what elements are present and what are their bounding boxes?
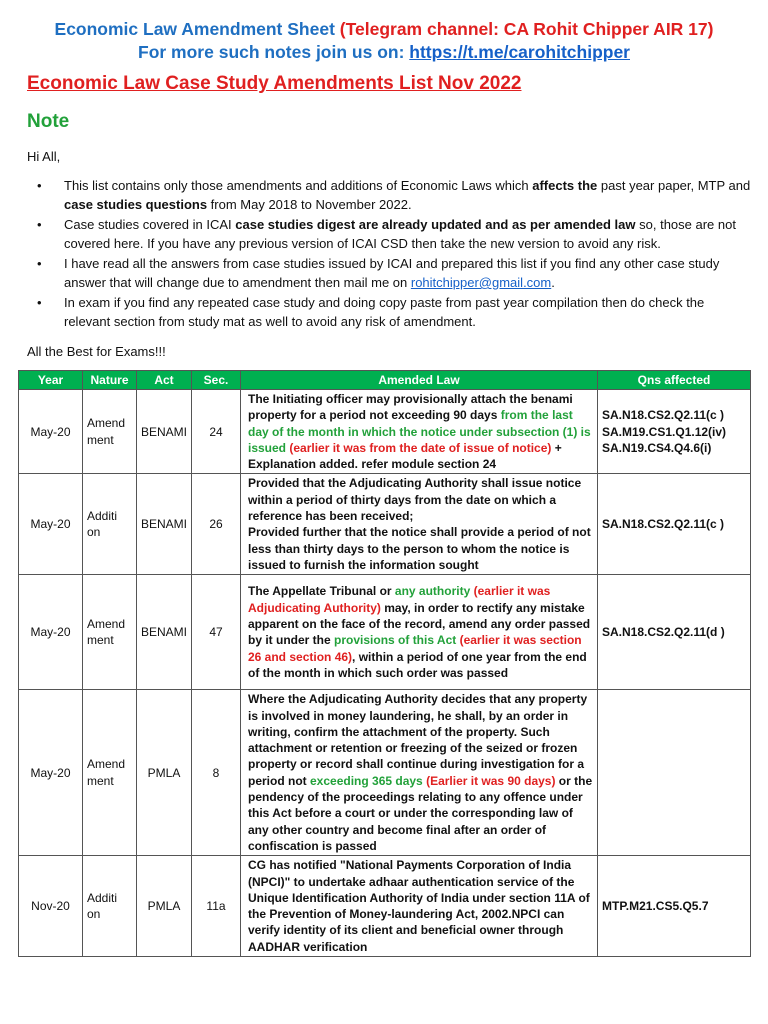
col-qns-affected: Qns affected: [598, 371, 751, 390]
table-row: [19, 474, 751, 575]
join-line: [0, 41, 768, 63]
qns-cell: SA.N18.CS2.Q2.11(c ): [598, 474, 751, 575]
sec-cell: 8: [192, 690, 241, 856]
table-header-row: [19, 371, 751, 390]
amended-law-cell: The Appellate Tribunal or any authority (earlier it was Adjudicating Authority) may, in order to rectify any mistake apparent on the face of the record, amend any order passed by it under the provisions of this Act (earlier it was section 26 and section 46), within a period of one year from the end of the month in which such order was passed: [241, 575, 598, 690]
nature-cell: Amend ment: [83, 690, 137, 856]
year-cell: May-20: [19, 474, 83, 575]
table-row: [19, 390, 751, 474]
amended-law-cell: Provided that the Adjudicating Authority shall issue notice within a period of thirty days from the date on which a reference has been received; Provided further that the notice shall provide a period of not less than thirty days to the person to whom the notice is issued to furnish the information sought: [241, 474, 598, 575]
qns-cell: MTP.M21.CS5.Q5.7: [598, 856, 751, 957]
year-cell: Nov-20: [19, 856, 83, 957]
table-row: [19, 575, 751, 690]
col-amended-law: Amended Law: [241, 371, 598, 390]
email-link[interactable]: rohitchipper@gmail.com: [410, 275, 552, 290]
note-list: [27, 176, 753, 332]
list-item: • This list contains only those amendments and additions of Economic Laws which affects the past year paper, MTP and case studies questions from May 2018 to November 2022.: [27, 176, 753, 214]
sheet-title: Economic Law Amendment Sheet: [54, 19, 335, 39]
amended-law-cell: CG has notified "National Payments Corporation of India (NPCI)" to undertake adhaar authentication service of the Unique Identification Authority of India under section 11A of the Prevention of Money-laundering Act, 2002.NPCI can verify identity of its client and beneficial owner through AADHAR verification: [241, 856, 598, 957]
list-item: • Case studies covered in ICAI case studies digest are already updated and as per amended law so, those are not covered here. If you have any previous version of ICAI CSD then take the new version to avoid any risk.: [27, 215, 753, 253]
col-act: Act: [137, 371, 192, 390]
nature-cell: Amend ment: [83, 575, 137, 690]
sec-cell: 11a: [192, 856, 241, 957]
sec-cell: 47: [192, 575, 241, 690]
col-sec: Sec.: [192, 371, 241, 390]
sheet-header: [0, 18, 768, 40]
qns-cell: SA.N18.CS2.Q2.11(c ) SA.M19.CS1.Q1.12(iv) SA.N19.CS4.Q4.6(i): [598, 390, 751, 474]
table-row: [19, 856, 751, 957]
join-text: For more such notes join us on:: [138, 42, 405, 62]
amendments-table: [18, 370, 751, 957]
nature-cell: Amend ment: [83, 390, 137, 474]
list-item: • I have read all the answers from case studies issued by ICAI and prepared this list if you find any other case study answer that will change due to amendment then mail me on rohitchipper@gmail.com.: [27, 254, 753, 292]
year-cell: May-20: [19, 575, 83, 690]
note-heading: Note: [27, 111, 70, 132]
col-nature: Nature: [83, 371, 137, 390]
col-year: Year: [19, 371, 83, 390]
act-cell: PMLA: [137, 856, 192, 957]
act-cell: PMLA: [137, 690, 192, 856]
greeting: Hi All,: [27, 149, 61, 164]
list-item: • In exam if you find any repeated case study and doing copy paste from past year compilation then do check the relevant section from study mat as well to avoid any risk of amendment.: [27, 293, 753, 331]
sec-cell: 24: [192, 390, 241, 474]
qns-cell: [598, 690, 751, 856]
amended-law-cell: Where the Adjudicating Authority decides that any property is involved in money laundering, he shall, by an order in writing, confirm the attachment of the property. Such attachment or retention or freezing of the seized or frozen property or record shall continue during investigation for a period not exceeding 365 days (Earlier it was 90 days) or the pendency of the proceedings relating to any offence under this Act before a court or under the corresponding law of any other country and become final after an order of confiscation is passed: [241, 690, 598, 856]
sec-cell: 26: [192, 474, 241, 575]
act-cell: BENAMI: [137, 575, 192, 690]
closing-line: All the Best for Exams!!!: [27, 344, 166, 359]
year-cell: May-20: [19, 690, 83, 856]
nature-cell: Additi on: [83, 856, 137, 957]
amended-law-cell: The Initiating officer may provisionally attach the benami property for a period not exceeding 90 days from the last day of the month in which the notice under subsection (1) is issued (earlier it was from the date of issue of notice) + Explanation added. refer module section 24: [241, 390, 598, 474]
telegram-channel-note: (Telegram channel: CA Rohit Chipper AIR 17): [339, 19, 714, 39]
year-cell: May-20: [19, 390, 83, 474]
page-title: Economic Law Case Study Amendments List Nov 2022: [27, 73, 522, 94]
table-row: [19, 690, 751, 856]
act-cell: BENAMI: [137, 390, 192, 474]
nature-cell: Additi on: [83, 474, 137, 575]
act-cell: BENAMI: [137, 474, 192, 575]
qns-cell: SA.N18.CS2.Q2.11(d ): [598, 575, 751, 690]
telegram-link[interactable]: https://t.me/carohitchipper: [409, 42, 630, 62]
